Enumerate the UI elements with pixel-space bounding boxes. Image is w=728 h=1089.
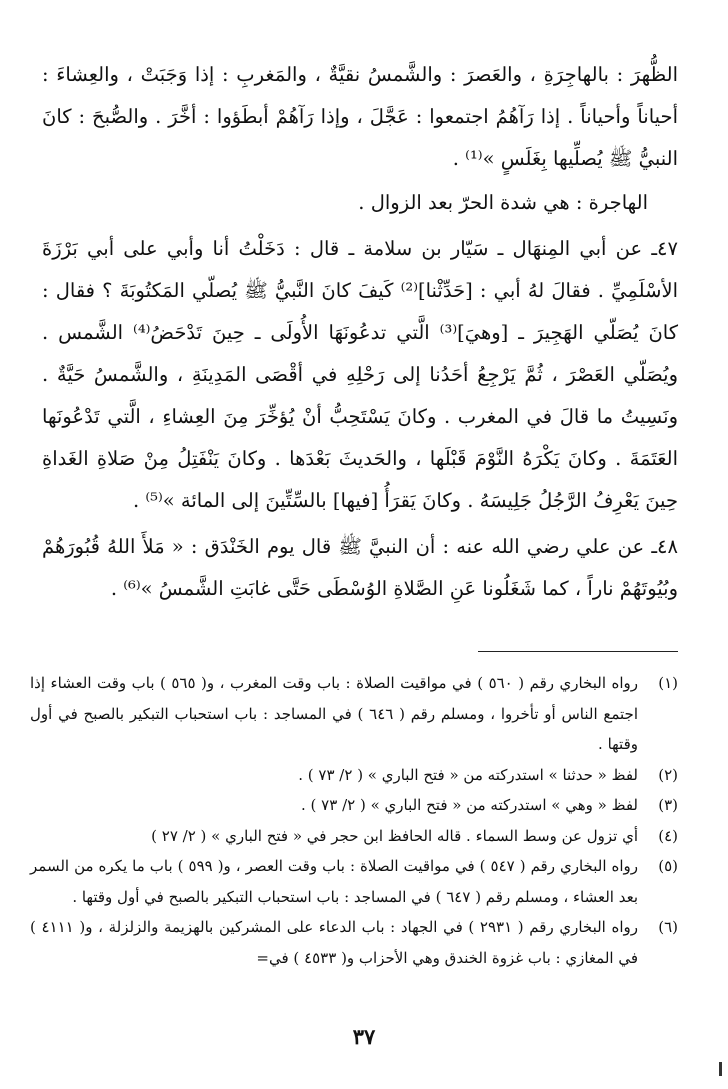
scan-edge-mark xyxy=(719,1062,722,1076)
footnote-text: أي تزول عن وسط السماء . قاله الحافظ ابن حجر في « فتح الباري » ( ٢/ ٢٧ ) xyxy=(151,826,638,845)
footnote xyxy=(30,668,678,760)
footnote-number: (٢) xyxy=(658,765,678,784)
footnote-number: (٦) xyxy=(658,918,678,936)
hadith-46-continuation: الظُّهرَ : بالهاجِرَةِ ، والعَصرَ : والشَّمسُ نقيَّةٌ ، والمَغربِ : إذا وَجَبَتْ ، والعِشاءَ : أحياناً وأحياناً . إذا رَآهُمُ اجتمعوا : عَجَّلَ ، وإذا رَآهُمْ أبطَؤوا : أخَّرَ . والصُّبحَ : كانَ النبيُّ ﷺ يُصلِّيها بِغَلَسٍ »⁽¹⁾ . xyxy=(42,63,678,170)
footnote xyxy=(30,790,678,821)
main-text-block xyxy=(42,54,678,610)
footnote xyxy=(30,912,678,973)
footnote-text: رواه البخاري رقم ( ٢٩٣١ ) في الجهاد : باب الدعاء على المشركين بالهزيمة والزلزلة ، و( ٤١١١ ) في المغازي : باب غزوة الخندق وهي الأحزاب و( ٤٥٣٣ ) في= xyxy=(30,918,638,967)
footnote xyxy=(30,760,678,791)
footnote-number: (٤) xyxy=(658,826,678,845)
glossary-note: الهاجرة : هي شدة الحرّ بعد الزوال . xyxy=(358,191,648,214)
footnotes-block xyxy=(30,668,678,973)
hadith-48: ٤٨ـ عن علي رضي الله عنه : أن النبيَّ ﷺ قال يوم الخَنْدَق : « مَلأَ اللهُ قُبُورَهُمْ وبُيُوتَهُمْ ناراً ، كما شَغَلُونا عَنِ الصَّلاةِ الوُسْطَى حَتَّى غابَتِ الشَّمسُ »⁽⁶⁾ . xyxy=(42,535,678,600)
footnote xyxy=(30,851,678,912)
footnote-number: (٥) xyxy=(658,857,678,875)
footnote xyxy=(30,821,678,852)
footnote-text: رواه البخاري رقم ( ٥٤٧ ) في مواقيت الصلاة : باب وقت العصر ، و( ٥٩٩ ) باب ما يكره من السمر بعد العشاء ، ومسلم رقم ( ٦٤٧ ) في المساجد : باب استحباب التبكير بالصبح في أول وقتها . xyxy=(30,857,639,906)
footnote-number: (١) xyxy=(658,674,678,692)
footnote-number: (٣) xyxy=(658,796,678,814)
footnote-text: لفظ « وهي » استدركته من « فتح الباري » ( ٢/ ٧٣ ) . xyxy=(301,796,638,814)
footnote-text: لفظ « حدثنا » استدركته من « فتح الباري » ( ٢/ ٧٣ ) . xyxy=(298,765,638,784)
hadith-47: ٤٧ـ عن أبي المِنهَال ـ سَيّار بن سلامة ـ قال : دَخَلْتُ أنا وأبي على أبي بَرْزَةَ الأسْلَمِيِّ . فقالَ لهُ أبي : [حَدِّثْنا]⁽²⁾ كَيفَ كانَ النَّبيُّ ﷺ يُصلّي المَكتُوبَةَ ؟ فقال : كانَ يُصَلّي الهَجِيرَ ـ [وهيَ]⁽³⁾ الَّتي تدعُونَهَا الأُولَى ـ حِينَ تَدْحَضُ⁽⁴⁾ الشَّمس . ويُصَلّي العَصْرَ ، ثُمَّ يَرْجِعُ أحَدُنا إلى رَحْلِهِ في أقْصَى المَدِينَةِ ، والشَّمسُ حَيَّةٌ . ونَسِيتُ ما قالَ في المغرب . وكانَ يَسْتَحِبُّ أنْ يُؤخِّرَ مِنَ العِشاءِ ، الَّتي تَدْعُونَها العَتَمَةَ . وكانَ يَكْرَهُ النَّوْمَ قَبْلَها ، والحَديثَ بَعْدَها . وكانَ يَنْفَتِلُ مِنْ صَلاةِ الغَداةِ حِينَ يَعْرِفُ الرَّجُلُ جَلِيسَهُ . وكانَ يَقرَأُ [فيها] بالسِّتِّينَ إلى المائة »⁽⁵⁾ . xyxy=(42,237,679,512)
footnote-divider xyxy=(478,651,678,652)
footnote-text: رواه البخاري رقم ( ٥٦٠ ) في مواقيت الصلاة : باب وقت المغرب ، و( ٥٦٥ ) باب وقت العشاء إذا اجتمع الناس أو تأخروا ، ومسلم رقم ( ٦٤٦ ) في المساجد : باب استحباب التبكير بالصبح في أول وقتها . xyxy=(30,674,639,753)
page-number: ٣٧ xyxy=(352,1024,376,1049)
